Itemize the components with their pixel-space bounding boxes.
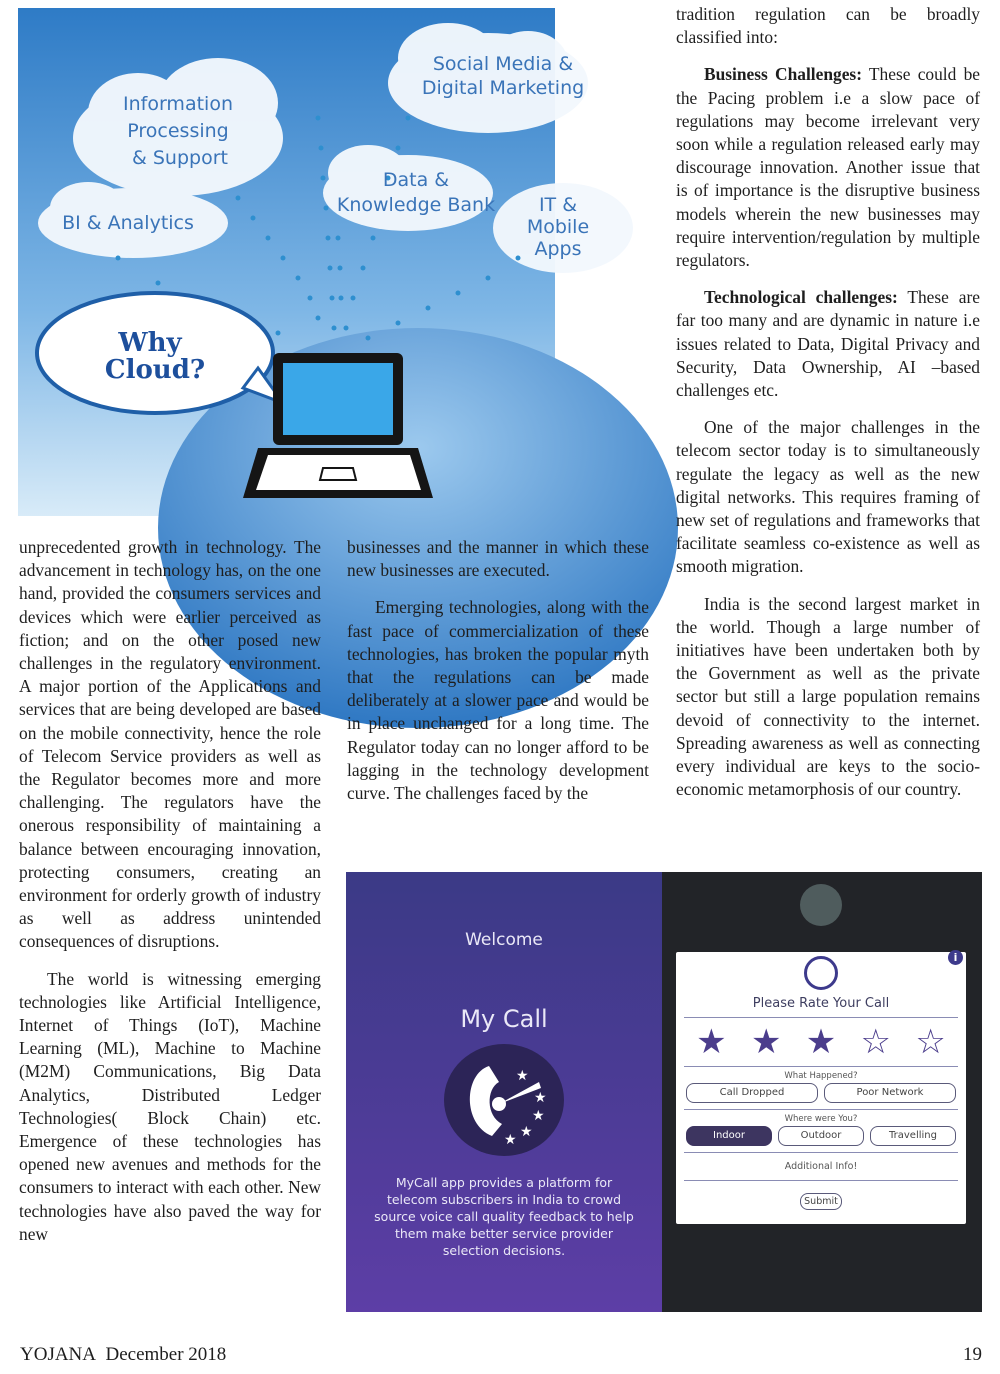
cloud-label-it-mobile: Apps [534,238,582,260]
paragraph-text: These could be the Pacing problem i.e a slow pace of regulations may become irrelevant very soon while a regulation released early may discourage innovation. Another issue that is of importance is the disruptive business models wherein the new businesses may require intervention/regulation by multiple regulators. [676,64,980,271]
paragraph: One of the major challenges in the telecom sector today is to simultaneously regulate the legacy as well as the new digital networks. This requires framing of new set of regulations and frameworks that facilitate seamless co-existence as well as smooth migration. [676,417,980,577]
star-filled-icon[interactable]: ★ [750,1022,782,1062]
cloud-label-information: Processing [127,120,229,142]
star-filled-icon[interactable]: ★ [696,1022,727,1062]
info-icon[interactable]: i [948,950,963,965]
cloud-label-information: & Support [132,147,228,169]
why-cloud-label: Why [118,328,182,358]
paragraph-business-challenges [676,63,980,272]
cloud-label-it-mobile: IT & [538,194,578,216]
app-description: MyCall app provides a platform for telecom subscribers in India to crowd source voice call quality feedback to help them make better service provider selection decisions. [374,1175,634,1258]
mycall-app-screenshots [346,872,982,1312]
rating-screen [662,872,982,1312]
additional-info-label: Additional Info! [784,1161,858,1172]
subheading: Business Challenges: [704,64,862,85]
travelling-option[interactable]: Travelling [870,1126,956,1146]
svg-text:★: ★ [520,1124,533,1140]
page-number: 19 [963,1344,982,1365]
star-empty-icon[interactable]: ☆ [860,1022,892,1062]
app-name: My Call [460,1005,548,1033]
cloud-label-information: Information [123,93,233,115]
cloud-label-social-media: Social Media & [432,53,574,75]
paragraph: Emerging technologies, along with the fast pace of commercialization of these technologies, has broken the popular myth that the regulations can be made deliberately at a slower pace and would be in place unchanged for a long time. The Regulator today can no longer afford to be lagging in the technology development curve. The challenges faced by the [347,597,649,804]
subheading: Technological challenges: [704,287,898,308]
cloud-label-social-media: Digital Marketing [421,77,585,99]
svg-text:★: ★ [532,1108,545,1124]
svg-text:★: ★ [534,1090,547,1106]
welcome-screen [346,872,662,1312]
welcome-text: Welcome [465,930,543,950]
left-column [19,536,321,1260]
paragraph: businesses and the manner in which these new businesses are executed. [347,537,649,581]
where-label: Where were You? [784,1114,858,1124]
poor-network-option[interactable]: Poor Network [824,1083,956,1103]
cloud-label-bi-analytics: BI & Analytics [62,212,194,234]
what-happened-label: What Happened? [784,1071,858,1081]
call-dropped-option[interactable]: Call Dropped [686,1083,818,1103]
magazine-name: YOJANA [20,1344,96,1365]
paragraph-text: These are far too many and are dynamic in nature i.e issues related to Data, Digital Privacy and Security, Data Ownership, AI –based challenges etc. [676,287,980,401]
why-cloud-illustration [18,8,590,516]
paragraph-technological-challenges [676,286,980,402]
paragraph: tradition regulation can be broadly classified into: [676,4,980,48]
mycall-logo-icon [444,1044,564,1156]
paragraph: The world is witnessing emerging technologies like Artificial Intelligence, Internet of Things (IoT), Machine Learning (ML), Machine to Machine (M2M) Communications, Big Data Analytics, Distributed Ledger Technologies( Block Chain) etc. Emergence of these technologies has opened new avenues and methods for the consumers to interact with each other. New technologies have also paved the way for new [19,968,321,1244]
mycall-logo-icon [800,884,842,926]
middle-column [347,536,649,819]
right-column [676,3,980,816]
outdoor-option[interactable]: Outdoor [778,1126,864,1146]
cloud-label-data: Data & [382,169,450,191]
cloud-label-it-mobile: Mobile [526,216,590,238]
why-cloud-label: Cloud? [104,355,206,385]
rating-card [676,952,966,1224]
paragraph: unprecedented growth in technology. The advancement in technology has, on the one hand, provided the consumers services and devices which were earlier perceived as fiction; and on the other posed new challenges in the regulatory environment. A major portion of the Applications and services that are being developed are based on the mobile connectivity, hence the role of Telecom Service providers as well as the Regulator becomes more and more challenging. The regulators have the onerous responsibility of maintaining a balance between encouraging innovation, protecting consumers, creating an environment for orderly growth of industry as well as address unintended consequences of disruptions. [19,537,321,952]
svg-text:★: ★ [504,1132,517,1148]
star-empty-icon[interactable]: ☆ [915,1022,946,1062]
star-filled-icon[interactable]: ★ [805,1022,837,1062]
paragraph: India is the second largest market in the world. Though a large number of initiatives have been undertaken both by the Government as well as the private sector but still a large population remains devoid of connectivity to the internet. Spreading awareness as well as connecting every individual are keys to the socio-economic metamorphosis of our country. [676,593,980,800]
indoor-option[interactable]: Indoor [686,1126,772,1146]
rate-title: Please Rate Your Call [752,996,890,1011]
star-rating[interactable] [676,1018,966,1066]
mycall-logo-icon [804,956,838,990]
issue-date: December 2018 [105,1344,227,1365]
submit-button[interactable]: Submit [800,1193,842,1210]
svg-text:★: ★ [516,1068,529,1084]
cloud-label-data: Knowledge Bank [336,194,496,216]
page-footer [20,1344,982,1366]
